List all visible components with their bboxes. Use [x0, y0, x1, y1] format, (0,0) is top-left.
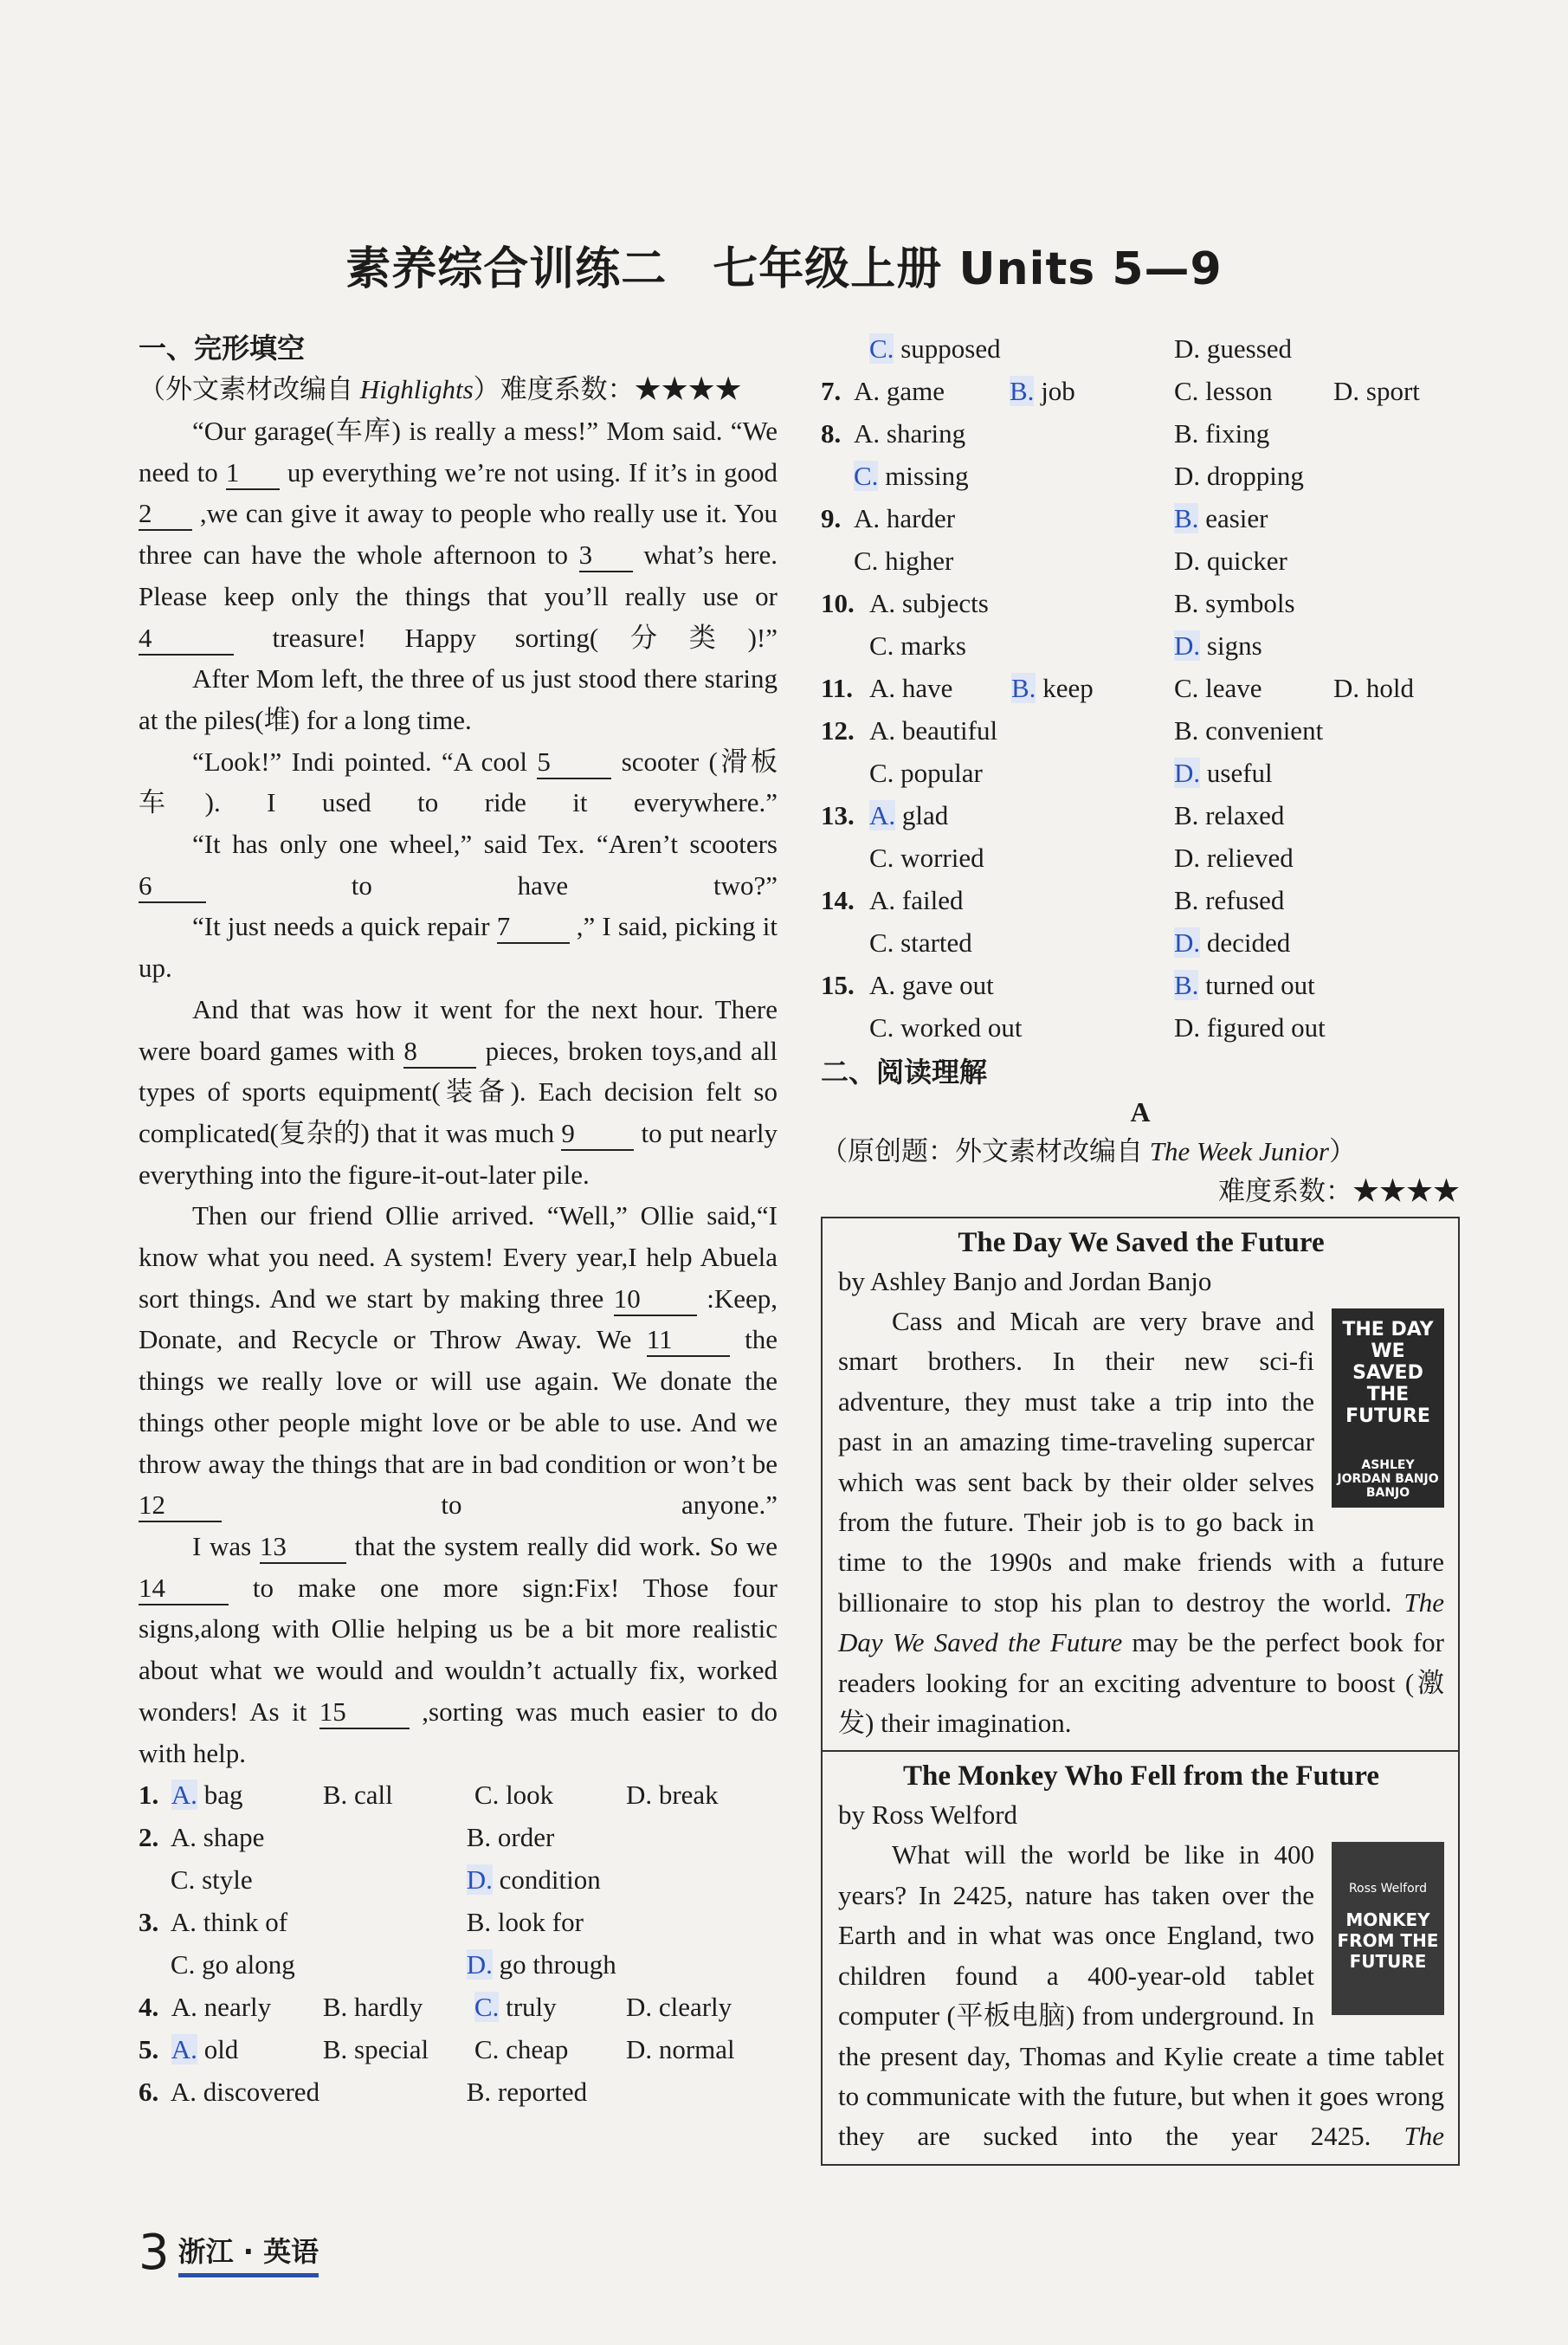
book-description: Cass and Micah are very brave and smart brothers. In their new sci-fi adventure, they must take a trip into the past in an amazing time-traveling supercar which was sent back by their older selves from the future. Their job is to go back in time to the 1990s and make friends with a future billionaire to stop his plan to destroy the world. The Day We Saved the Future may be the perfect book for readers looking for an exciting adventure to boost (激发) their imagination.	[838, 1306, 1445, 1739]
blank-4[interactable]: 4	[139, 623, 234, 656]
section1-heading: 一、完形填空	[139, 332, 306, 365]
cloze-paragraph-5: “It just needs a quick repair 7 ,” I said, picking it up.	[139, 911, 778, 984]
question-15-cont	[821, 1006, 1460, 1049]
option-d[interactable]: D. normal	[625, 2034, 735, 2065]
blank-8[interactable]: 8	[403, 1036, 476, 1069]
option-a[interactable]: A. nearly	[171, 1992, 272, 2023]
answer-key: D.	[466, 1864, 493, 1896]
book-description: What will the world be like in 400 years? In 2425, nature has taken over the Earth and in what was once England, two children found a 400-year-old tablet computer (平板电脑) from underground. In the present day, Thomas and Kylie create a time tablet to communicate with the future, but when it goes wrong they are sucked into the year 2425. The	[838, 1839, 1444, 2152]
question-12-cont	[821, 752, 1460, 794]
answer-key: D.	[466, 1949, 493, 1980]
answer-key: D.	[1174, 630, 1201, 661]
option-d[interactable]: D. dropping	[1174, 461, 1304, 491]
book-1	[823, 1218, 1458, 1752]
book-list-box	[821, 1217, 1460, 2166]
option-b[interactable]: B. reported	[466, 2077, 588, 2108]
question-14	[821, 879, 1460, 921]
question-13	[821, 794, 1460, 837]
option-a[interactable]: A. bag	[171, 1780, 243, 1811]
blank-14[interactable]: 14	[139, 1573, 229, 1605]
question-number: 3.	[139, 1907, 159, 1938]
section2-difficulty: 难度系数：★★★★	[1218, 1176, 1460, 1206]
option-a[interactable]: A. gave out	[869, 970, 994, 1000]
blank-1[interactable]: 1	[226, 457, 280, 490]
blank-13[interactable]: 13	[260, 1531, 346, 1564]
option-a[interactable]: A. glad	[869, 800, 949, 830]
question-number: 4.	[139, 1992, 159, 2023]
question-6	[139, 2070, 778, 2113]
source-text: （外文素材改编自	[139, 374, 360, 404]
question-number: 7.	[821, 376, 842, 406]
option-c[interactable]: C. started	[869, 927, 972, 958]
book-2	[823, 1752, 1458, 2163]
option-a[interactable]: A. failed	[869, 885, 964, 915]
question-number: 9.	[821, 503, 842, 533]
book-cover-image: THE DAY WE SAVED THE FUTURE ASHLEY JORDAN BANJO BANJO	[1332, 1308, 1444, 1508]
answer-key: A.	[869, 800, 896, 830]
question-3	[139, 1901, 778, 1943]
section1-source	[139, 369, 778, 410]
question-number: 10.	[821, 588, 855, 618]
option-a[interactable]: A. have	[869, 673, 953, 703]
option-b[interactable]: B. hardly	[322, 1992, 423, 2023]
page-title: 素养综合训练二 七年级上册 Units 5—9	[345, 243, 1223, 295]
left-column	[139, 327, 778, 2113]
book-author: by Ashley Banjo and Jordan Banjo	[838, 1266, 1212, 1296]
section2-source: （原创题：外文素材改编自 The Week Junior）	[821, 1136, 1356, 1166]
question-8	[821, 412, 1460, 455]
option-c[interactable]: C. marks	[869, 630, 966, 661]
option-a[interactable]: A. harder	[854, 503, 956, 533]
option-b[interactable]: B. job	[1010, 376, 1075, 406]
source-italic: Highlights	[359, 374, 474, 404]
blank-2[interactable]: 2	[139, 498, 192, 531]
cloze-paragraph-2: After Mom left, the three of us just stood there staring at the piles(堆) for a long time.	[139, 663, 778, 735]
book-cover-image: Ross Welford MONKEY FROM THE FUTURE	[1332, 1842, 1444, 2015]
option-c[interactable]: C. truly	[474, 1992, 557, 2023]
option-a[interactable]: A. sharing	[854, 418, 966, 449]
option-d[interactable]: D. guessed	[1174, 333, 1293, 364]
answer-key: C.	[854, 461, 879, 491]
blank-9[interactable]: 9	[561, 1118, 634, 1151]
option-c[interactable]: C. worked out	[869, 1012, 1023, 1043]
option-c[interactable]: C. worried	[869, 843, 984, 873]
option-b[interactable]: B. keep	[1011, 673, 1094, 703]
book-author: by Ross Welford	[838, 1799, 1018, 1831]
section2-heading: 二、阅读理解	[821, 1056, 988, 1089]
option-d[interactable]: D. sport	[1333, 376, 1420, 406]
option-c[interactable]: C. supposed	[869, 333, 1001, 364]
footer-label: 浙江 · 英语	[178, 2230, 319, 2277]
option-a[interactable]: A. game	[854, 376, 945, 406]
question-1	[139, 1773, 778, 1816]
blank-15[interactable]: 15	[319, 1696, 410, 1729]
question-8-cont	[821, 455, 1460, 497]
question-3-cont	[139, 1943, 778, 1986]
option-d[interactable]: D. quicker	[1174, 546, 1287, 576]
question-6-cont	[821, 327, 1460, 370]
answer-key: A.	[171, 1780, 197, 1811]
answer-key: A.	[171, 2034, 197, 2065]
question-10-cont	[821, 624, 1460, 667]
option-c[interactable]: C. look	[474, 1780, 554, 1811]
option-b[interactable]: B. relaxed	[1174, 800, 1285, 830]
question-number: 2.	[139, 1822, 159, 1853]
right-column	[821, 327, 1460, 2166]
option-b[interactable]: B. order	[466, 1822, 555, 1853]
option-a[interactable]: A. shape	[170, 1822, 265, 1853]
option-b[interactable]: B. easier	[1174, 503, 1268, 533]
question-5	[139, 2028, 778, 2070]
question-number: 1.	[139, 1780, 159, 1811]
question-15	[821, 964, 1460, 1006]
book-title: The Day We Saved the Future	[958, 1227, 1325, 1258]
option-a[interactable]: A. beautiful	[869, 715, 998, 746]
question-number: 13.	[821, 800, 855, 830]
question-9	[821, 497, 1460, 539]
option-d[interactable]: D. hold	[1333, 673, 1414, 703]
question-10	[821, 582, 1460, 624]
option-d[interactable]: D. go through	[466, 1949, 616, 1980]
option-c[interactable]: C. go along	[170, 1949, 295, 1980]
blank-12[interactable]: 12	[139, 1489, 222, 1522]
cloze-paragraph-6: And that was how it went for the next hour. There were board games with 8 pieces, broken toys,and all types of sports equipment(装备). Each decision felt so complicated(复杂的) that it was much 9 to put nearly everything into the figure-it-out-later pile.	[139, 993, 778, 1190]
option-b[interactable]: B. call	[322, 1780, 393, 1811]
option-b[interactable]: B. look for	[466, 1907, 584, 1938]
question-2	[139, 1816, 778, 1858]
answer-key: C.	[869, 333, 894, 364]
cloze-paragraph-8: I was 13 that the system really did work. So we 14 to make one more sign:Fix! Those four signs,along with Ollie helping us be a bit more realistic about what we would and wouldn’t actually fix, worked wonders! As it 15 ,sorting was much easier to do with help.	[139, 1530, 778, 1768]
page-number: 3	[139, 2225, 170, 2281]
question-number: 5.	[139, 2034, 159, 2065]
option-b[interactable]: B. special	[322, 2034, 429, 2065]
passage-letter: A	[1130, 1096, 1151, 1127]
blank-5[interactable]: 5	[537, 746, 611, 779]
question-14-cont	[821, 921, 1460, 964]
option-d[interactable]: D. break	[625, 1780, 719, 1811]
book-title: The Monkey Who Fell from the Future	[903, 1760, 1379, 1793]
option-d[interactable]: D. relieved	[1174, 843, 1294, 873]
answer-key: B.	[1174, 970, 1199, 1000]
option-d[interactable]: D. figured out	[1174, 1012, 1326, 1043]
option-b[interactable]: B. convenient	[1174, 715, 1324, 746]
answer-key: B.	[1010, 376, 1035, 406]
option-c[interactable]: C. higher	[854, 546, 954, 576]
cloze-paragraph-4: “It has only one wheel,” said Tex. “Aren’t scooters 6 to have two?”	[139, 824, 778, 906]
option-c[interactable]: C. cheap	[474, 2034, 569, 2065]
question-number: 12.	[821, 715, 855, 746]
question-11	[821, 667, 1460, 709]
question-12	[821, 709, 1460, 752]
cloze-paragraph-1: “Our garage(车库) is really a mess!” Mom said. “We need to 1 up everything we’re not using. If it’s in good 2 ,we can give it away to people who really use it. You three can have the whole afternoon to 3 what’s here. Please keep only the things that you’ll really use or 4 treasure! Happy sorting(分类)!”	[139, 410, 778, 658]
option-b[interactable]: B. refused	[1174, 885, 1285, 915]
question-7	[821, 370, 1460, 412]
option-a[interactable]: A. old	[171, 2034, 239, 2065]
answer-key: D.	[1174, 758, 1201, 788]
question-number: 11.	[821, 673, 854, 703]
question-2-cont	[139, 1858, 778, 1901]
option-b[interactable]: B. symbols	[1174, 588, 1295, 618]
answer-key: B.	[1174, 503, 1199, 533]
option-d[interactable]: D. signs	[1174, 630, 1262, 661]
option-a[interactable]: A. subjects	[869, 588, 989, 618]
option-b[interactable]: B. turned out	[1174, 970, 1315, 1000]
blank-3[interactable]: 3	[579, 539, 633, 572]
cloze-paragraph-3: “Look!” Indi pointed. “A cool 5 scooter (滑板车). I used to ride it everywhere.”	[139, 746, 778, 818]
option-b[interactable]: B. fixing	[1174, 418, 1270, 449]
cloze-paragraph-7: Then our friend Ollie arrived. “Well,” Ollie said,“I know what you need. A system! Every year,I help Abuela sort things. And we start by making three 10 :Keep, Donate, and Recycle or Throw Away. We 11 the things we really love or will use again. We donate the things other people might love or be able to use. And we throw away the things that are in bad condition or won’t be 12 to anyone.”	[139, 1195, 778, 1526]
option-c[interactable]: C. popular	[869, 758, 983, 788]
option-d[interactable]: D. clearly	[625, 1992, 732, 2023]
question-9-cont	[821, 539, 1460, 582]
question-number: 8.	[821, 418, 842, 449]
question-4	[139, 1986, 778, 2028]
question-number: 6.	[139, 2077, 159, 2108]
option-c[interactable]: C. style	[170, 1864, 253, 1896]
option-c[interactable]: C. missing	[854, 461, 969, 491]
answer-key: B.	[1011, 673, 1036, 703]
option-d[interactable]: D. decided	[1174, 927, 1291, 958]
answer-key: C.	[474, 1992, 500, 2023]
option-c[interactable]: C. leave	[1174, 673, 1262, 703]
question-13-cont	[821, 837, 1460, 879]
blank-11[interactable]: 11	[647, 1324, 730, 1357]
source-difficulty: ）难度系数：★★★★	[473, 374, 742, 404]
option-c[interactable]: C. lesson	[1174, 376, 1273, 406]
blank-10[interactable]: 10	[614, 1283, 697, 1316]
answer-key: D.	[1174, 927, 1201, 958]
blank-7[interactable]: 7	[497, 911, 570, 944]
option-a[interactable]: A. think of	[170, 1907, 288, 1938]
option-a[interactable]: A. discovered	[170, 2077, 320, 2108]
question-number: 15.	[821, 970, 855, 1000]
blank-6[interactable]: 6	[139, 870, 206, 903]
option-d[interactable]: D. condition	[466, 1864, 601, 1896]
option-d[interactable]: D. useful	[1174, 758, 1273, 788]
page-footer	[139, 2225, 319, 2281]
question-number: 14.	[821, 885, 855, 915]
